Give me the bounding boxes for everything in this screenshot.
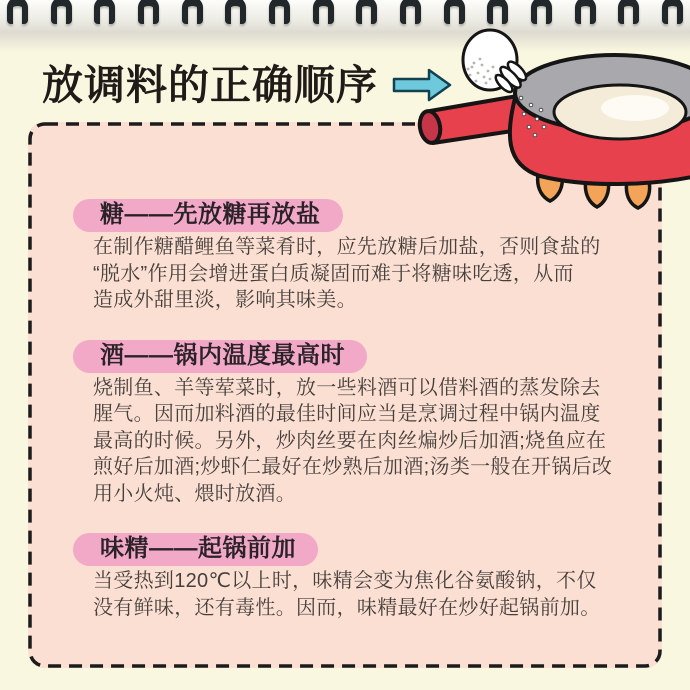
body-line: 腥气。因而加料酒的最佳时间应当是烹调过程中锅内温度 (93, 403, 601, 425)
body-line: 在制作糖醋鲤鱼等菜肴时，应先放糖后加盐，否则食盐的 (93, 236, 601, 258)
body-line: 造成外甜里淡，影响其味美。 (93, 289, 357, 311)
section-body (93, 234, 643, 314)
section-heading: 味精——起锅前加 (73, 533, 318, 566)
body-line: “脱水”作用会增进蛋白质凝固而难于将糖味吃透，从而 (93, 262, 574, 285)
ring-icon (356, 0, 377, 24)
liquid-highlight (601, 95, 669, 121)
saucepan-illustration (400, 15, 690, 215)
section-body (93, 375, 643, 508)
page-title: 放调料的正确顺序 (42, 62, 378, 108)
ring-icon (269, 0, 290, 24)
ring-icon (313, 0, 334, 24)
section-heading: 糖——先放糖再放盐 (73, 199, 343, 232)
body-line: 最高的时候。另外，炒肉丝要在肉丝煸炒后加酒;烧鱼应在 (93, 429, 607, 452)
body-line: 烧制鱼、羊等荤菜时，放一些料酒可以借料酒的蒸发除去 (93, 376, 601, 399)
body-line: 没有鲜味，还有毒性。因而，味精最好在炒好起锅前加。 (93, 596, 601, 619)
section-heading: 酒——锅内温度最高时 (73, 340, 367, 373)
ring-icon (182, 0, 203, 24)
ring-icon (138, 0, 159, 24)
ring-icon (51, 0, 72, 24)
section-sugar (73, 199, 643, 314)
ring-icon (7, 0, 28, 24)
body-line: 用小火炖、煨时放酒。 (93, 482, 296, 505)
section-body (93, 568, 643, 621)
body-line: 当受热到120℃以上时，味精会变为焦化谷氨酸钠，不仅 (93, 570, 597, 592)
section-msg (73, 533, 643, 621)
tips-list (73, 199, 643, 621)
ring-icon (94, 0, 115, 24)
body-line: 煎好后加酒;炒虾仁最好在炒熟后加酒;汤类一般在开锅后改 (93, 456, 613, 478)
section-wine (73, 340, 643, 508)
ring-icon (225, 0, 246, 24)
